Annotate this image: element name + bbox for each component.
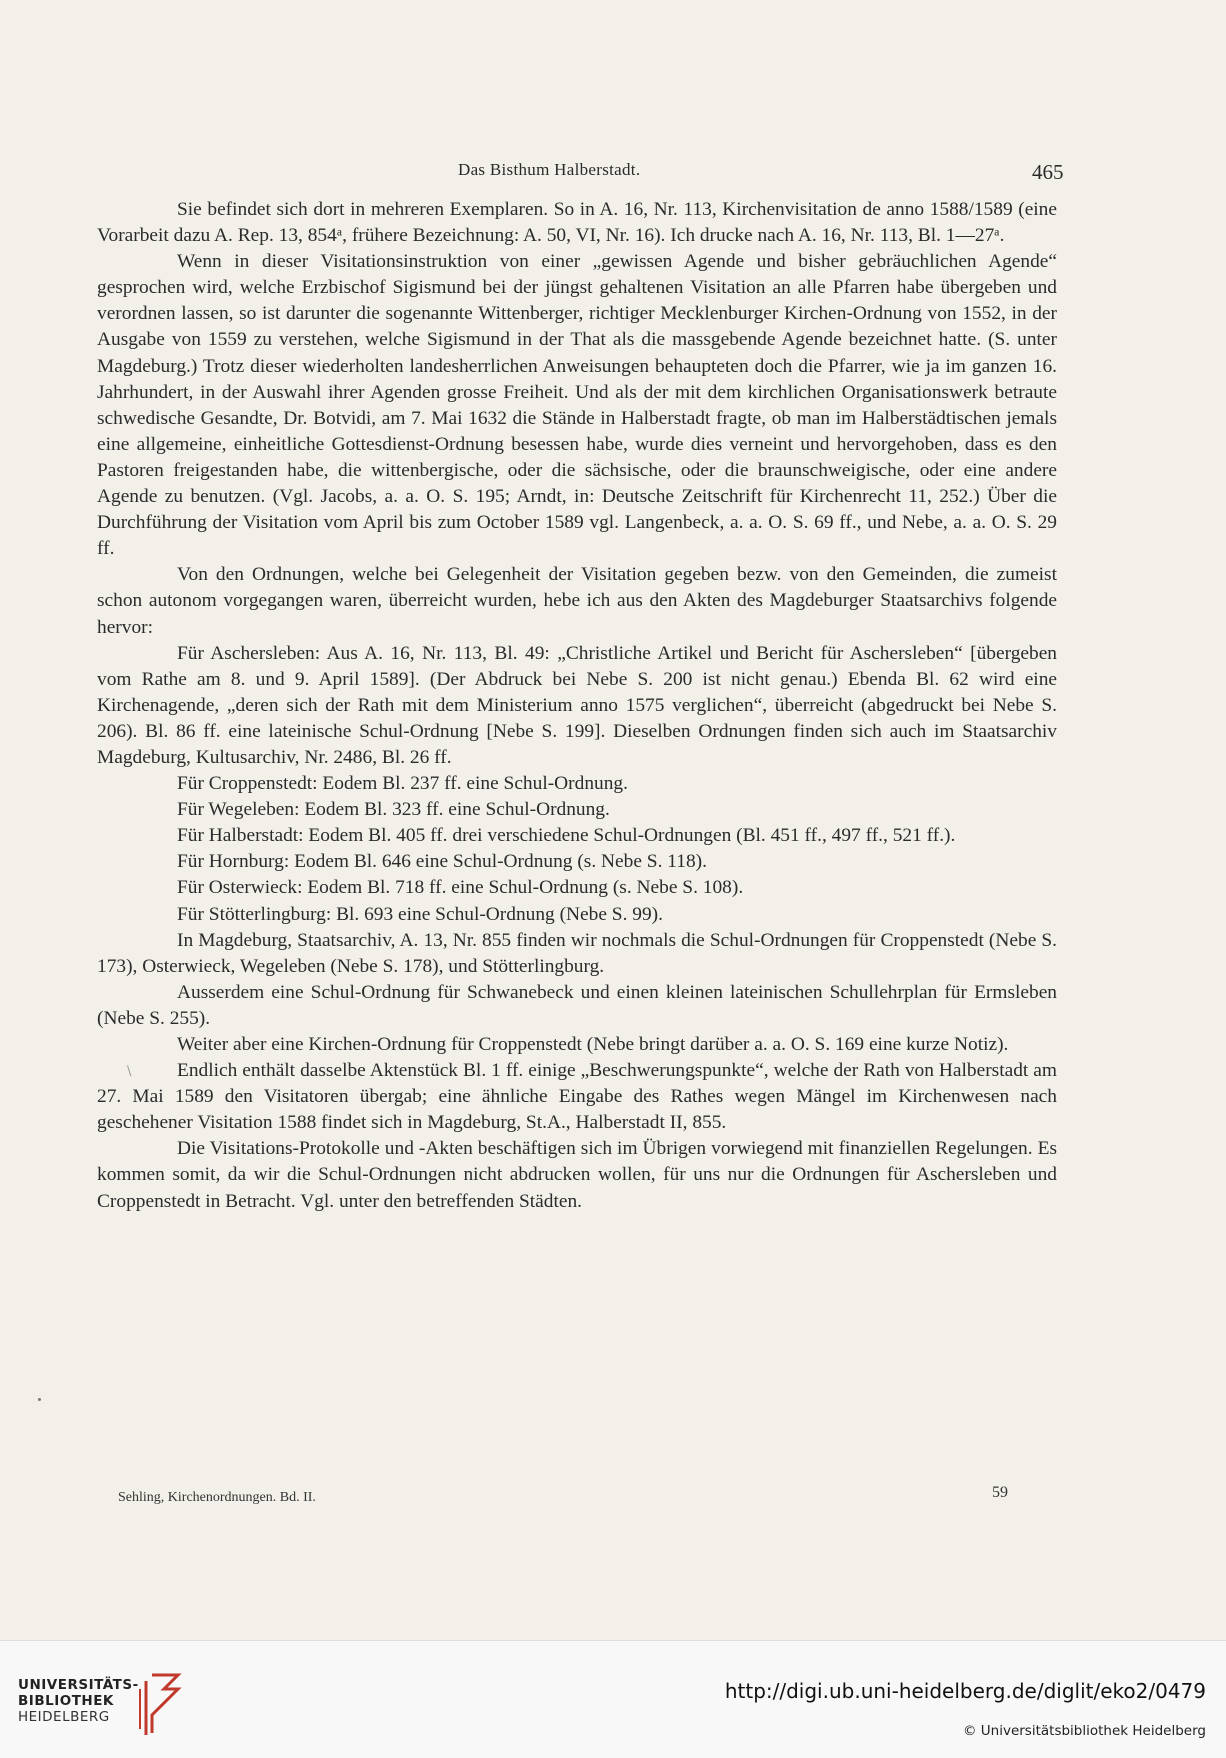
- paragraph-5: Für Croppenstedt: Eodem Bl. 237 ff. eine Schul-Ordnung.: [177, 773, 628, 795]
- paragraph-8: Für Hornburg: Eodem Bl. 646 eine Schul-Ordnung (s. Nebe S. 118).: [177, 851, 707, 873]
- library-logo[interactable]: [18, 1669, 228, 1739]
- paragraph-15: Die Visitations-Protokolle und -Akten beschäftigen sich im Übrigen vorwiegend mit finanziellen Regelungen. Es kommen somit, da wir die Schul-Ordnungen nicht abdrucken wollen, für uns nur die Ordnungen für Aschersleben und Croppenstedt in Betracht. Vgl. unter den betreffenden Städten.: [97, 1138, 1057, 1212]
- permalink-url[interactable]: http://digi.ub.uni-heidelberg.de/diglit/eko2/0479: [724, 1679, 1206, 1703]
- running-head: Das Bisthum Halberstadt.: [458, 160, 641, 179]
- paragraph-4: Für Aschersleben: Aus A. 16, Nr. 113, Bl. 49: „Christliche Artikel und Bericht für Aschersleben“ [übergeben vom Rathe am 8. und 9. April 1589]. (Der Abdruck bei Nebe S. 200 ist nicht genau.) Ebenda Bl. 62 wird eine Kirchenagende, „deren sich der Rath mit dem Ministerium anno 1575 verglichen“, überreicht (abgedruckt bei Nebe S. 206). Bl. 86 ff. eine lateinische Schul-Ordnung [Nebe S. 199]. Dieselben Ordnungen finden sich auch im Staatsarchiv Magdeburg, Kultusarchiv, Nr. 2486, Bl. 26 ff.: [97, 642, 1057, 768]
- paragraph-12: Ausserdem eine Schul-Ordnung für Schwanebeck und einen kleinen lateinischen Schullehrplan für Ermsleben (Nebe S. 255).: [97, 981, 1057, 1029]
- paragraph-6: Für Wegeleben: Eodem Bl. 323 ff. eine Schul-Ordnung.: [177, 799, 610, 821]
- logo-line-1: UNIVERSITÄTS-: [18, 1677, 139, 1693]
- paragraph-1: Sie befindet sich dort in mehreren Exemplaren. So in A. 16, Nr. 113, Kirchenvisitation de anno 1588/1589 (eine Vorarbeit dazu A. Rep. 13, 854ᵃ, frühere Bezeichnung: A. 50, VI, Nr. 16). Ich drucke nach A. 16, Nr. 113, Bl. 1—27ᵃ.: [97, 199, 1057, 247]
- logo-line-2: BIBLIOTHEK: [18, 1693, 114, 1709]
- paragraph-7: Für Halberstadt: Eodem Bl. 405 ff. drei verschiedene Schul-Ordnungen (Bl. 451 ff., 497 ff., 521 ff.).: [177, 825, 956, 847]
- logo-line-3: HEIDELBERG: [18, 1709, 110, 1725]
- logo-text: [18, 1677, 139, 1725]
- paragraph-3: Von den Ordnungen, welche bei Gelegenheit der Visitation gegeben bezw. von den Gemeinden, die zumeist schon autonom vorgegangen waren, überreicht wurden, hebe ich aus den Akten des Magdeburger Staatsarchivs folgende hervor:: [97, 564, 1057, 638]
- footer-source: Sehling, Kirchenordnungen. Bd. II.: [118, 1490, 316, 1505]
- library-bar: [0, 1640, 1226, 1758]
- paragraph-11: In Magdeburg, Staatsarchiv, A. 13, Nr. 855 finden wir nochmals die Schul-Ordnungen für Croppenstedt (Nebe S. 173), Osterwieck, Wegeleben (Nebe S. 178), und Stötterlingburg.: [97, 929, 1057, 977]
- paragraph-14: Endlich enthält dasselbe Aktenstück Bl. 1 ff. einige „Beschwerungspunkte“, welche der Rath von Halberstadt am 27. Mai 1589 den Visitatoren übergab; eine ähnliche Eingabe des Rathes wegen Mängel im Kirchenwesen nach geschehener Visitation 1588 findet sich in Magdeburg, St.A., Halberstadt II, 855.: [97, 1060, 1057, 1134]
- copyright-notice: © Universitätsbibliothek Heidelberg: [962, 1723, 1206, 1739]
- paragraph-10: Für Stötterlingburg: Bl. 693 eine Schul-Ordnung (Nebe S. 99).: [177, 903, 663, 925]
- margin-dot: [38, 1398, 41, 1401]
- page-footer: [118, 1484, 1038, 1506]
- paragraph-13: Weiter aber eine Kirchen-Ordnung für Croppenstedt (Nebe bringt darüber a. a. O. S. 169 eine kurze Notiz).: [177, 1034, 1009, 1055]
- paragraph-2: Wenn in dieser Visitationsinstruktion von einer „gewissen Agende und bisher gebräuchlichen Agende“ gesprochen wird, welche Erzbischof Sigismund bei der jüngst gehaltenen Visitation an alle Pfarren habe übergeben und verordnen lassen, so ist darunter die sogenannte Wittenberger, richtiger Mecklenburger Kirchen-Ordnung von 1552, in der Ausgabe von 1559 zu verstehen, welche Sigismund in der That als die massgebende Agende bezeichnet hatte. (S. unter Magdeburg.) Trotz dieser wiederholten landesherrlichen Anweisungen behaupteten doch die Pfarrer, wie ja im ganzen 16. Jahrhundert, in der Auswahl ihrer Agenden grosse Freiheit. Und als der mit dem kirchlichen Organisationswerk betraute schwedische Gesandte, Dr. Botvidi, am 7. Mai 1632 die Stände in Halberstadt fragte, ob man im Halberstädtischen jemals eine allgemeine, einheitliche Gottesdienst-Ordnung besessen habe, wurde dies verneint und hervorgehoben, dass es den Pastoren freigestanden habe, die wittenbergische, oder die sächsische, oder die braunschweigische, oder eine andere Agende zu benutzen. (Vgl. Jacobs, a. a. O. S. 195; Arndt, in: Deutsche Zeitschrift für Kirchenrecht 11, 252.) Über die Durchführung der Visitation vom April bis zum October 1589 vgl. Langenbeck, a. a. O. S. 69 ff., und Nebe, a. a. O. S. 29 ff.: [97, 251, 1057, 560]
- paragraph-9: Für Osterwieck: Eodem Bl. 718 ff. eine Schul-Ordnung (s. Nebe S. 108).: [177, 877, 744, 899]
- footer-signature: 59: [992, 1484, 1008, 1501]
- page-number: 465: [1032, 160, 1064, 184]
- library-logo-icon: [124, 1669, 188, 1739]
- margin-mark: \: [127, 1064, 132, 1079]
- body-text: [97, 197, 1057, 1215]
